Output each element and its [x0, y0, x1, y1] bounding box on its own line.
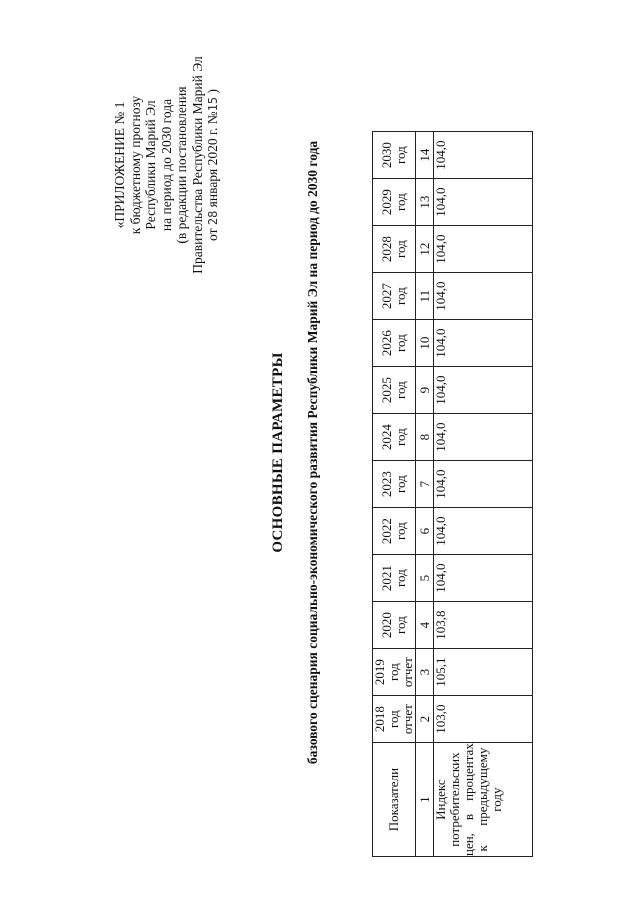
column-number: 6	[416, 508, 434, 555]
appendix-line: Республики Марий Эл	[143, 100, 158, 230]
column-number: 10	[416, 320, 434, 367]
column-number: 1	[416, 743, 434, 857]
value-cell: 105,1	[434, 649, 533, 696]
header-year: 2024 год	[373, 414, 416, 461]
column-number: 9	[416, 367, 434, 414]
header-year: 2026 год	[373, 320, 416, 367]
column-number: 4	[416, 602, 434, 649]
appendix-date-line	[205, 30, 222, 300]
column-number: 14	[416, 132, 434, 179]
value-cell: 103,8	[434, 602, 533, 649]
value-cell: 104,0	[434, 226, 533, 273]
parameters-table	[372, 131, 533, 857]
header-row	[373, 132, 416, 857]
value-cell: 104,0	[434, 273, 533, 320]
appendix-line: на период до 2030 года	[158, 98, 174, 232]
appendix-line: «ПРИЛОЖЕНИЕ № 1	[112, 101, 127, 229]
value-cell: 104,0	[434, 508, 533, 555]
header-indicators: Показатели	[373, 743, 416, 857]
date-prefix: от	[205, 228, 220, 241]
page-title: ОСНОВНЫЕ ПАРАМЕТРЫ	[270, 352, 286, 553]
header-year: 2021 год	[373, 555, 416, 602]
value-cell: 104,0	[434, 179, 533, 226]
appendix-header	[112, 30, 222, 300]
value-cell: 104,0	[434, 414, 533, 461]
header-year: 2022 год	[373, 508, 416, 555]
appendix-line: (в редакции постановления	[174, 86, 189, 244]
header-year: 2025 год	[373, 367, 416, 414]
column-number: 7	[416, 461, 434, 508]
date-month-year: января 2020 г. №	[205, 111, 220, 208]
header-year: 2023 год	[373, 461, 416, 508]
date-day: 28	[206, 210, 220, 226]
header-year: 2020 год	[373, 602, 416, 649]
column-number: 8	[416, 414, 434, 461]
value-cell: 104,0	[434, 132, 533, 179]
value-cell: 104,0	[434, 367, 533, 414]
appendix-line: Правительства Республики Марий Эл	[189, 56, 205, 274]
header-year: 2019 год отчет	[373, 649, 416, 696]
appendix-line: к бюджетному прогнозу	[127, 95, 143, 235]
column-number: 12	[416, 226, 434, 273]
indicator-cpi: Индекс потребительских цен, в процентах к предыдущему году	[434, 743, 533, 857]
header-year: 2027 год	[373, 273, 416, 320]
page-subtitle: базового сценария социально-экономического развития Республики Марий Эл на период до 2030 года	[305, 140, 320, 765]
header-year: 2029 год	[373, 179, 416, 226]
column-number: 2	[416, 696, 434, 743]
column-number: 11	[416, 273, 434, 320]
value-cell: 104,0	[434, 555, 533, 602]
header-year: 2030 год	[373, 132, 416, 179]
value-cell: 104,0	[434, 320, 533, 367]
value-cell: 104,0	[434, 461, 533, 508]
header-year: 2018 год отчет	[373, 696, 416, 743]
header-year: 2028 год	[373, 226, 416, 273]
table-row	[434, 132, 533, 857]
date-suffix: )	[205, 89, 220, 94]
decree-number: 15	[206, 96, 220, 112]
column-number: 13	[416, 179, 434, 226]
column-number-row	[416, 132, 434, 857]
column-number: 3	[416, 649, 434, 696]
column-number: 5	[416, 555, 434, 602]
value-cell: 103,0	[434, 696, 533, 743]
